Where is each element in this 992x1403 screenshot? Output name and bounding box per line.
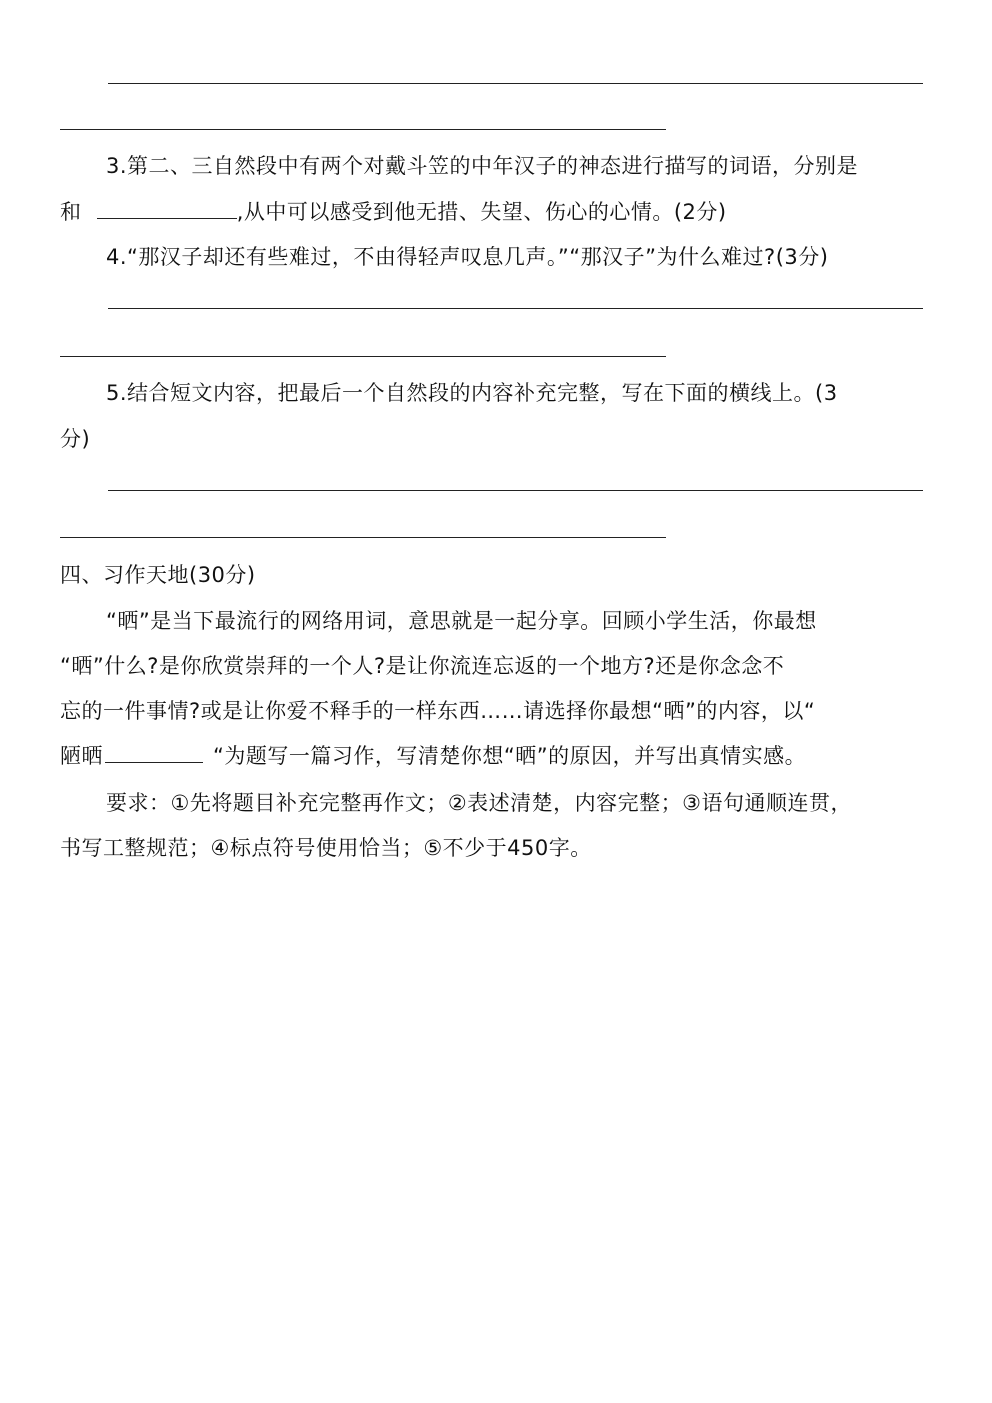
question-3-blank[interactable] bbox=[97, 200, 237, 219]
question-4-text: 4.“那汉子却还有些难过，不由得轻声叹息几声。”“那汉子”为什么难过?(3分) bbox=[106, 245, 829, 269]
answer-line[interactable] bbox=[60, 129, 666, 130]
prompt-line-3: 忘的一件事情?或是让你爱不释手的一样东西……请选择你最想“晒”的内容，以“ bbox=[60, 699, 816, 723]
question-3-line-1: 3.第二、三自然段中有两个对戴斗笠的中年汉子的神态进行描写的词语，分别是 bbox=[106, 154, 859, 178]
question-5-line-2: 分) bbox=[60, 427, 91, 451]
requirements-line-2: 书写工整规范；④标点符号使用恰当；⑤不少于450字。 bbox=[60, 836, 592, 860]
prompt-line-4 bbox=[60, 744, 806, 768]
title-blank[interactable] bbox=[105, 744, 203, 763]
question-3-line-2 bbox=[60, 200, 727, 224]
question-5-line-1: 5.结合短文内容，把最后一个自然段的内容补充完整，写在下面的横线上。(3 bbox=[106, 381, 838, 405]
section-heading: 四、习作天地(30分) bbox=[60, 563, 256, 587]
question-3-prefix: 和 bbox=[60, 200, 82, 224]
prompt-line-2: “晒”什么?是你欣赏崇拜的一个人?是让你流连忘返的一个地方?还是你念念不 bbox=[60, 654, 785, 678]
answer-line[interactable] bbox=[60, 537, 666, 538]
title-suffix: “为题写一篇习作，写清楚你想“晒”的原因，并写出真情实感。 bbox=[213, 744, 807, 768]
question-3-suffix: ,从中可以感受到他无措、失望、伤心的心情。(2分) bbox=[236, 200, 727, 224]
answer-line[interactable] bbox=[108, 490, 923, 491]
answer-line[interactable] bbox=[108, 308, 923, 309]
answer-line[interactable] bbox=[60, 356, 666, 357]
title-prefix: 陋晒 bbox=[60, 744, 103, 768]
requirements-line-1: 要求：①先将题目补充完整再作文；②表述清楚，内容完整；③语句通顺连贯， bbox=[106, 791, 852, 815]
answer-line[interactable] bbox=[108, 83, 923, 84]
prompt-line-1: “晒”是当下最流行的网络用词，意思就是一起分享。回顾小学生活，你最想 bbox=[106, 609, 817, 633]
